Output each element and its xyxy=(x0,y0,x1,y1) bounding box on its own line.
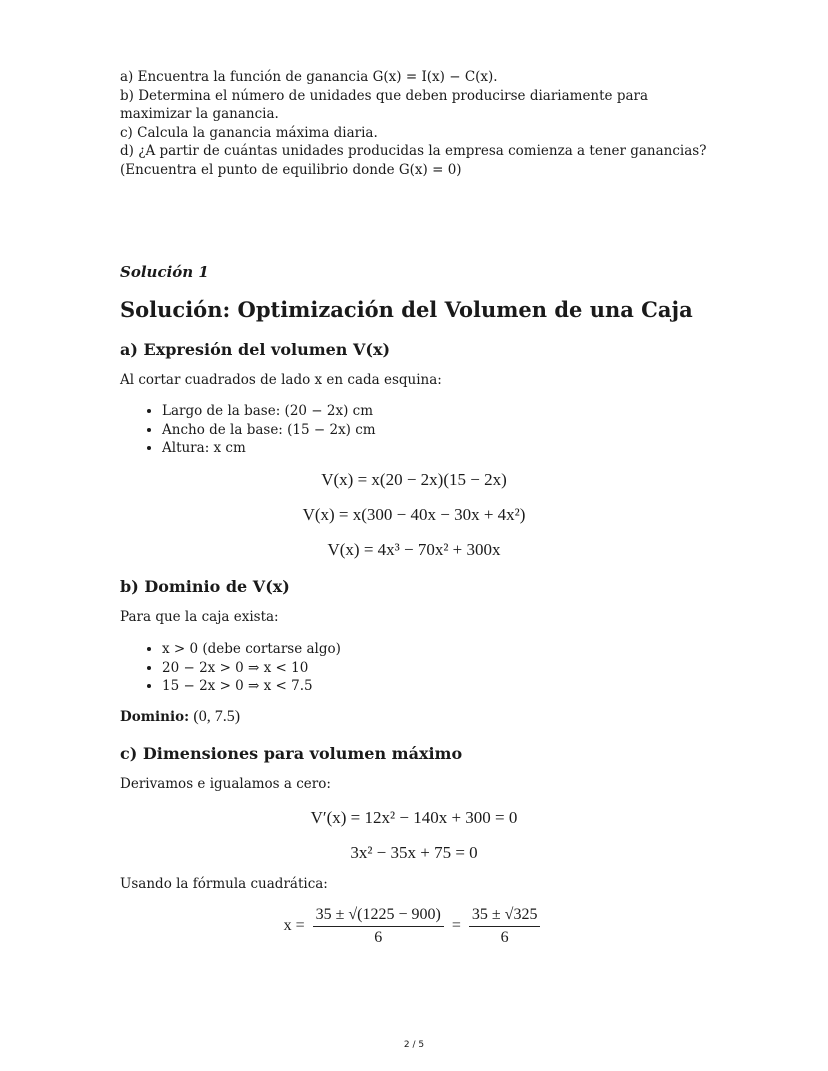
formula-intro: Usando la fórmula cuadrática: xyxy=(120,876,328,892)
section-b-intro: Para que la caja exista: xyxy=(120,609,279,625)
denominator: 6 xyxy=(500,929,509,946)
fraction xyxy=(469,906,541,947)
equation: 3x² − 35x + 75 = 0 xyxy=(350,843,478,862)
equation: V′(x) = 12x² − 140x + 300 = 0 xyxy=(310,808,518,827)
list-item: • Ancho de la base: (15 − 2x) cm xyxy=(162,421,376,440)
equation: V(x) = x(300 − 40x − 30x + 4x²) xyxy=(302,505,526,524)
section-b-heading: b) Dominio de V(x) xyxy=(120,577,290,596)
solution-title: Solución: Optimización del Volumen de una Caja xyxy=(120,297,693,322)
section-a-heading: a) Expresión del volumen V(x) xyxy=(120,340,391,359)
fraction xyxy=(313,906,444,947)
question-list xyxy=(120,68,720,179)
list-item: • 20 − 2x > 0 ⇒ x < 10 xyxy=(162,659,341,678)
section-a-intro: Al cortar cuadrados de lado x en cada esquina: xyxy=(120,372,442,388)
question-a: a) Encuentra la función de ganancia G(x) = I(x) − C(x). xyxy=(120,69,498,85)
quadratic-formula xyxy=(0,906,828,947)
list-item: • Altura: x cm xyxy=(162,439,376,458)
domain-line xyxy=(120,708,240,726)
solution-label: Solución 1 xyxy=(120,263,209,281)
question-d-note: (Encuentra el punto de equilibrio donde G(x) = 0) xyxy=(120,161,462,178)
numerator: 35 ± √325 xyxy=(469,906,541,927)
question-d: d) ¿A partir de cuántas unidades producidas la empresa comienza a tener ganancias? xyxy=(120,143,707,159)
equals-sign: = xyxy=(451,917,461,935)
section-b-list xyxy=(140,640,341,696)
list-item: • Largo de la base: (20 − 2x) cm xyxy=(162,402,376,421)
section-a-list xyxy=(140,402,376,458)
section-c-heading: c) Dimensiones para volumen máximo xyxy=(120,744,463,763)
equation: V(x) = x(20 − 2x)(15 − 2x) xyxy=(321,470,507,489)
section-c-intro: Derivamos e igualamos a cero: xyxy=(120,776,331,792)
formula-lhs: x = xyxy=(283,917,305,935)
list-item: • 15 − 2x > 0 ⇒ x < 7.5 xyxy=(162,677,341,696)
numerator: 35 ± √(1225 − 900) xyxy=(313,906,444,927)
list-item: • x > 0 (debe cortarse algo) xyxy=(162,640,341,659)
denominator: 6 xyxy=(374,929,383,946)
question-b: b) Determina el número de unidades que deben producirse diariamente para maximizar la ganancia. xyxy=(120,87,649,122)
domain-value: (0, 7.5) xyxy=(193,708,241,725)
equation: V(x) = 4x³ − 70x² + 300x xyxy=(327,540,501,559)
page-number: 2 / 5 xyxy=(403,1040,425,1050)
question-c: c) Calcula la ganancia máxima diaria. xyxy=(120,124,378,141)
domain-label: Dominio: xyxy=(120,709,190,725)
